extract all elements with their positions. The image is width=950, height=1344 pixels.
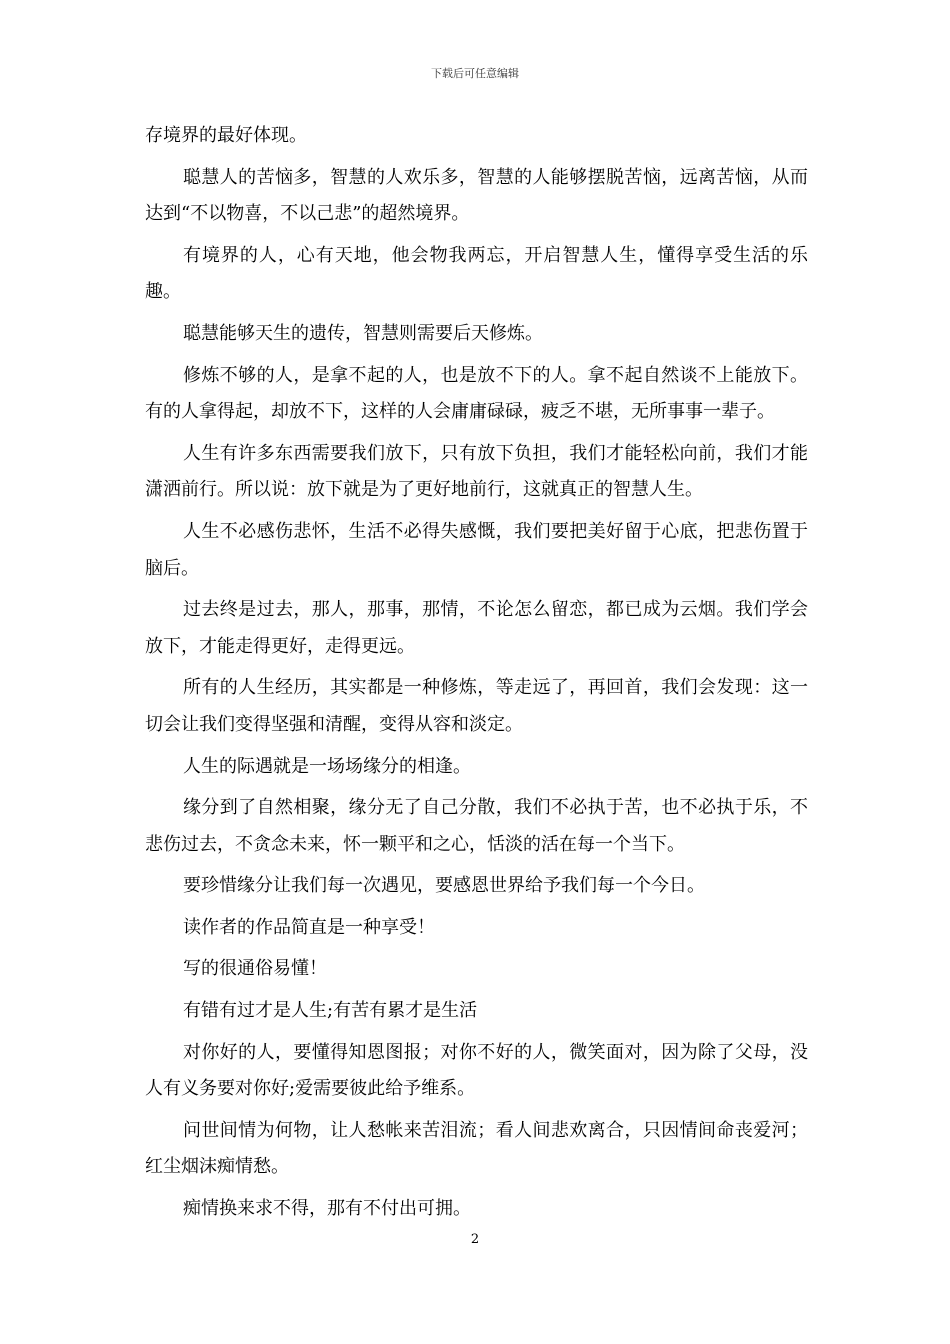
page-header: 下载后可任意编辑 <box>431 67 519 80</box>
paragraph: 有错有过才是人生;有苦有累才是生活 <box>183 1000 478 1022</box>
paragraph: 所有的人生经历，其实都是一种修炼，等走远了，再回首，我们会发现：这一切会让我们变得坚强和清醒，变得从容和淡定。 <box>145 677 808 735</box>
paragraph: 人生的际遇就是一场场缘分的相逢。 <box>183 755 471 777</box>
paragraph: 聪慧人的苦恼多，智慧的人欢乐多，智慧的人能够摆脱苦恼，远离苦恼，从而达到“不以物喜，不以己悲”的超然境界。 <box>145 166 808 225</box>
paragraph: 存境界的最好体现。 <box>145 125 307 146</box>
paragraph: 写的很通俗易懂！ <box>183 958 327 980</box>
paragraph: 人生有许多东西需要我们放下，只有放下负担，我们才能轻松向前，我们才能潇洒前行。所以说：放下就是为了更好地前行，这就真正的智慧人生。 <box>145 442 808 501</box>
paragraph: 对你好的人，要懂得知恩图报；对你不好的人，微笑面对，因为除了父母，没人有义务要对你好;爱需要彼此给予维系。 <box>145 1041 808 1100</box>
paragraph: 痴情换来求不得，那有不付出可拥。 <box>183 1198 471 1220</box>
paragraph: 要珍惜缘分让我们每一次遇见，要感恩世界给予我们每一个今日。 <box>183 875 705 897</box>
paragraph: 问世间情为何物，让人愁帐来苦泪流；看人间悲欢离合，只因情间命丧爱河；红尘烟沫痴情愁。 <box>145 1119 808 1178</box>
paragraph: 修炼不够的人，是拿不起的人，也是放不下的人。拿不起自然谈不上能放下。有的人拿得起，却放不下，这样的人会庸庸碌碌，疲乏不堪，无所事事一辈子。 <box>145 364 808 423</box>
paragraph: 过去终是过去，那人，那事，那情，不论怎么留恋，都已成为云烟。我们学会放下，才能走得更好，走得更远。 <box>145 599 808 657</box>
paragraph: 缘分到了自然相聚，缘分无了自己分散，我们不必执于苦，也不必执于乐，不悲伤过去，不贪念未来，怀一颗平和之心，恬淡的活在每一个当下。 <box>145 797 808 855</box>
paragraph: 读作者的作品简直是一种享受！ <box>183 916 435 938</box>
page-number: 2 <box>470 1232 480 1247</box>
paragraph: 人生不必感伤悲怀，生活不必得失感慨，我们要把美好留于心底，把悲伤置于脑后。 <box>145 520 808 579</box>
paragraph: 聪慧能够天生的遗传，智慧则需要后天修炼。 <box>183 322 543 344</box>
document-body <box>145 118 808 1233</box>
paragraph: 有境界的人，心有天地，他会物我两忘，开启智慧人生，懂得享受生活的乐趣。 <box>145 244 808 303</box>
